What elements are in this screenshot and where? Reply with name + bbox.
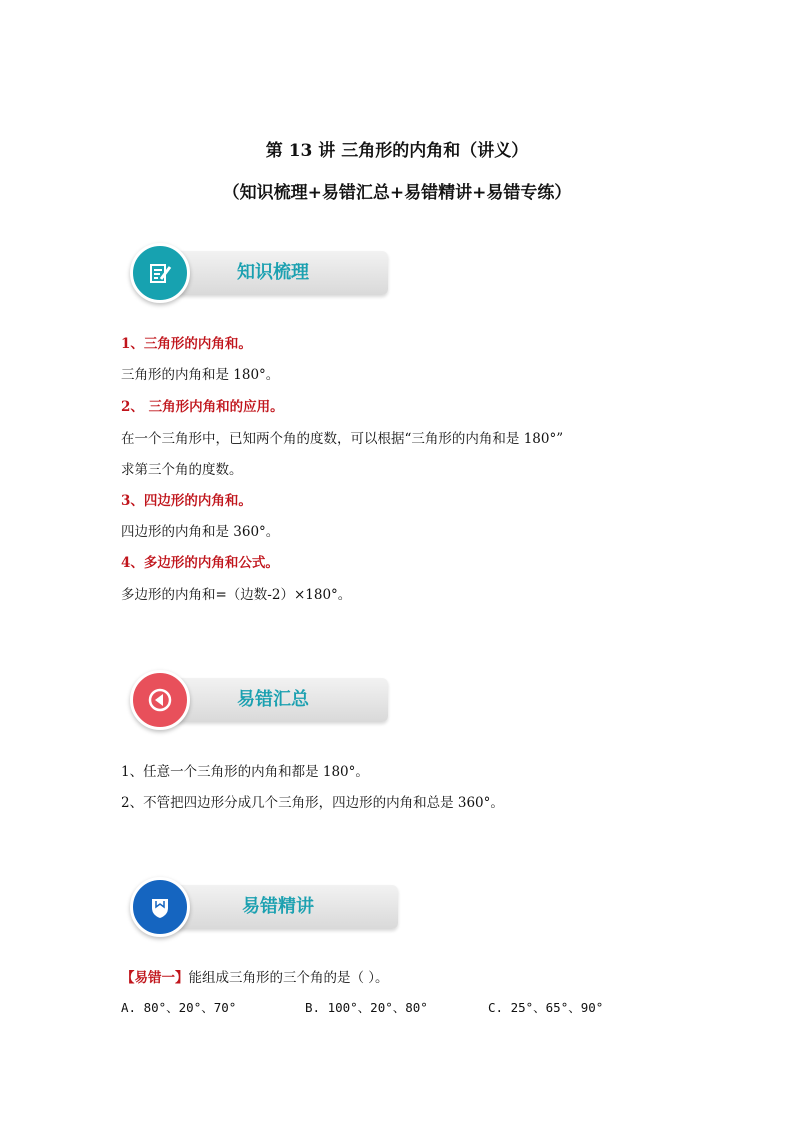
- notepad-pencil-icon: [130, 243, 190, 303]
- knowledge-heading-3: 3、四边形的内角和。: [121, 493, 252, 509]
- knowledge-heading-1: 1、三角形的内角和。: [121, 336, 252, 352]
- option-c: C. 25°、65°、90°: [488, 1000, 604, 1015]
- question-line: [121, 966, 389, 986]
- page-title: 第 13 讲 三角形的内角和（讲义）: [265, 141, 529, 161]
- question-tag: 【易错一】: [121, 970, 189, 986]
- section-title: 知识梳理: [237, 262, 309, 283]
- page-subtitle: （知识梳理+易错汇总+易错精讲+易错专练）: [222, 183, 572, 203]
- knowledge-body-2: 在一个三角形中，已知两个角的度数，可以根据“三角形的内角和是 180°”: [121, 431, 564, 447]
- knowledge-heading-2: 2、 三角形内角和的应用。: [121, 399, 284, 415]
- question-text: 能组成三角形的三个角的是（ ）。: [188, 970, 389, 986]
- knowledge-body-3: 四边形的内角和是 360°。: [121, 524, 280, 540]
- knowledge-body-1: 三角形的内角和是 180°。: [121, 367, 280, 383]
- error-item-1: 1、任意一个三角形的内角和都是 180°。: [121, 764, 369, 780]
- knowledge-body-2b: 求第三个角的度数。: [121, 462, 243, 478]
- option-a: A. 80°、20°、70°: [121, 1000, 237, 1015]
- section-banner-detail: [122, 877, 402, 937]
- section-banner-knowledge: [122, 243, 392, 303]
- knowledge-heading-4: 4、多边形的内角和公式。: [121, 555, 279, 571]
- section-title: 易错汇总: [237, 689, 309, 710]
- section-title: 易错精讲: [242, 896, 314, 917]
- section-banner-errors: [122, 670, 392, 730]
- error-item-2: 2、不管把四边形分成几个三角形，四边形的内角和总是 360°。: [121, 795, 504, 811]
- option-b: B. 100°、20°、80°: [305, 1000, 428, 1015]
- play-arrow-icon: [130, 670, 190, 730]
- knowledge-body-4: 多边形的内角和=（边数-2）×180°。: [121, 587, 352, 603]
- shield-icon: [130, 877, 190, 937]
